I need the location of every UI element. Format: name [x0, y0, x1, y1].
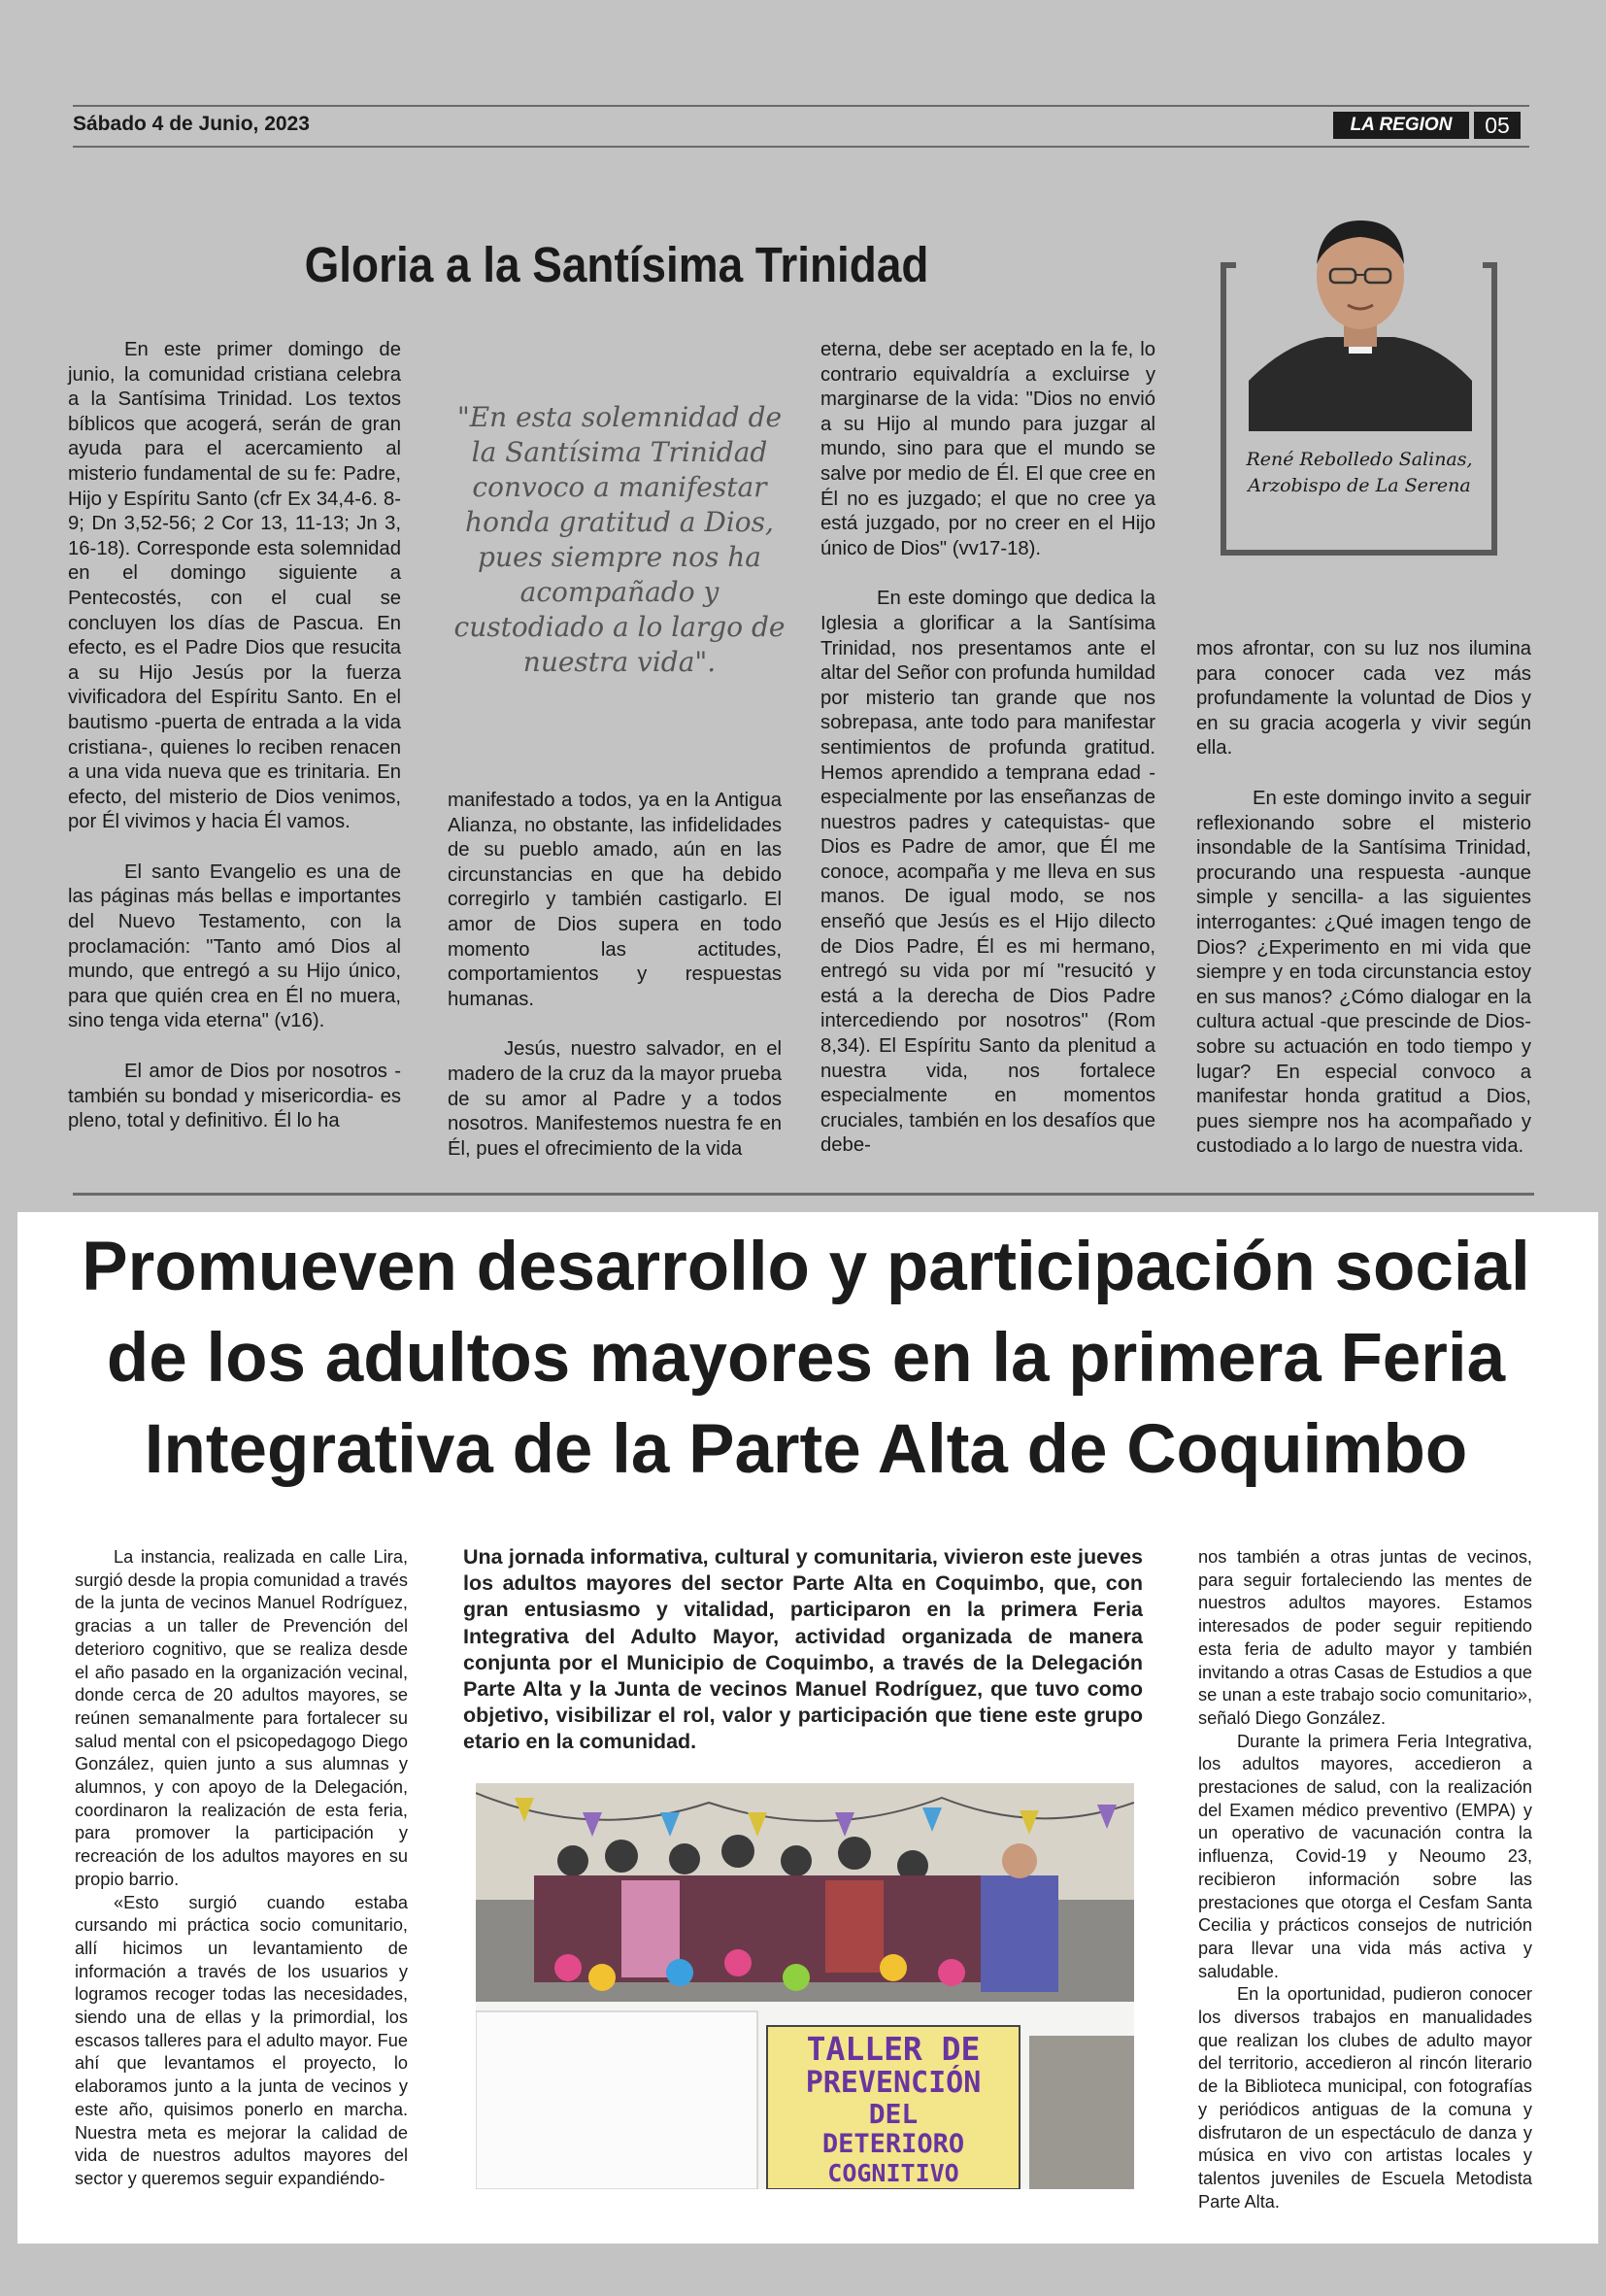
page-number: 05	[1474, 112, 1521, 139]
issue-date: Sábado 4 de Junio, 2023	[73, 113, 310, 135]
paragraph: Jesús, nuestro salvador, en el madero de la cruz da la mayor prueba de su amor al Padre y a todos nosotros. Manifestemos nuestra fe en Él, pues el ofrecimiento de la vida	[448, 1038, 782, 1160]
article1-column-2	[448, 789, 782, 1162]
paragraph: Durante la primera Feria Integrativa, los adultos mayores, accedieron a prestaciones de salud, con la realización del Examen médico preventivo (EMPA) y un operativo de vacunación contra la influenza, Covid-19 y Neoumo 23, recibieron información sobre las prestaciones que otorga el Cesfam Santa Cecilia y prácticos consejos de nutrición para llevar una vida más activa y saludable.	[1198, 1731, 1532, 1981]
paragraph: mos afrontar, con su luz nos ilumina para conocer cada vez más profundamente la voluntad de Dios y en su gracia acogerla y vivir según ella.	[1196, 638, 1531, 760]
article2-column-3	[1198, 1546, 1532, 2213]
paragraph: nos también a otras juntas de vecinos, para seguir fortaleciendo las mentes de nuestros adultos mayores. Estamos interesados de poder seguir repitiendo esta feria de adulto mayor y también invitando a otras Casas de Estudios a que se unan a este trabajo socio comunitario», señaló Diego González.	[1198, 1547, 1532, 1728]
banner-line: DEL	[868, 2098, 919, 2130]
header-rule-top	[73, 105, 1529, 107]
header-rule-bottom	[73, 146, 1529, 148]
paragraph: La instancia, realizada en calle Lira, surgió desde la propia comunidad a través de la junta de vecinos Manuel Rodríguez, gracias a un taller de Prevención del deterioro cognitivo, que se realiza desde el año pasado en la organización vecinal, donde cerca de 20 adultos mayores, se reúnen semanalmente para fortalecer su salud mental con el psicopedagogo Diego González, quien junto a sus alumnas y alumnos, y con apoyo de la Delegación, coordinaron la realización de esta feria, para promover la participación y recreación de los adultos mayores en su propio barrio.	[75, 1547, 408, 1889]
pull-quote: "En esta solemnidad de la Santísima Trinidad convoco a manifestar honda gratitud a Dios, pues siempre nos ha acompañado y custodiado a lo largo de nuestra vida".	[453, 401, 786, 678]
section-divider	[73, 1193, 1534, 1196]
banner-line: TALLER DE	[806, 2030, 981, 2068]
paragraph: En la oportunidad, pudieron conocer los diversos trabajos en manualidades que realizan los clubes de adulto mayor del territorio, accedieron al rincón literario de la Biblioteca municipal, con fotografías y periódicos antiguas de la comuna y disfrutaron de un espectáculo de danza y música en vivo con artistas locales y talentos juveniles de Escuela Metodista Parte Alta.	[1198, 1984, 1532, 2212]
newspaper-brand: LA REGION	[1333, 112, 1469, 139]
paragraph: El santo Evangelio es una de las páginas más bellas e importantes del Nuevo Testamento, con la proclamación: "Tanto amó Dios al mundo, que entregó a su Hijo único, para que quién crea en Él no muera, sino tenga vida eterna" (v16).	[68, 861, 401, 1032]
portrait-caption: René Rebolledo Salinas, Arzobispo de La Serena	[1246, 449, 1473, 496]
article2-headline: Promueven desarrollo y participación social de los adultos mayores en la primera Feria Integrativa de la Parte Alta de Coquimbo	[82, 1229, 1530, 1488]
banner-line: PREVENCIÓN	[805, 2066, 982, 2100]
article2-lead: Una jornada informativa, cultural y comunitaria, vivieron este jueves los adultos mayores del sector Parte Alta en Coquimbo, que, con gran entusiasmo y vitalidad, participaron en la primera Feria Integrativa del Adulto Mayor, actividad organizada de manera conjunta por el Municipio de Coquimbo, a través de la Delegación Parte Alta y la Junta de vecinos Manuel Rodríguez, que tuvo como objetivo, visibilizar el rol, valor y participación que tiene este grupo etario en la comunidad.	[463, 1545, 1143, 1754]
banner-line: COGNITIVO	[827, 2159, 959, 2187]
article1-column-3	[820, 338, 1155, 1159]
paragraph: eterna, debe ser aceptado en la fe, lo contrario equivaldría a excluirse y marginarse de la vida: "Dios no envió a su Hijo al mundo para juzgar al mundo, sino para que el mundo se salve por medio de Él. El que cree en Él no es juzgado; el que no cree ya está juzgado, por no creer en el Hijo único de Dios" (vv17-18).	[820, 339, 1155, 559]
event-photo	[476, 1783, 1134, 2189]
article1-column-1	[68, 338, 401, 1134]
banner-line: DETERIORO	[821, 2129, 965, 2159]
paragraph: El amor de Dios por nosotros -también su bondad y misericordia- es pleno, total y definitivo. Él lo ha	[68, 1061, 401, 1132]
paragraph: En este primer domingo de junio, la comunidad cristiana celebra a la Santísima Trinidad. Los textos bíblicos que acogerá, serán de gran ayuda para el acercamiento al misterio fundamental de su fe: Padre, Hijo y Espíritu Santo (cfr Ex 34,4-6. 8-9; Dn 3,52-56; 2 Cor 13, 11-13; Jn 3, 16-18). Corresponde esta solemnidad en el domingo siguiente a Pentecostés, con el cual se concluyen los días de Pascua. En efecto, es el Padre Dios que resucita a su Hijo Jesús por la fuerza vivificadora del Espíritu Santo. En el bautismo -puerta de entrada a la vida cristiana-, quienes lo reciben renacen a una vida nueva que es trinitaria. En efecto, del misterio de Dios venimos, por Él vivimos y hacia Él vamos.	[68, 339, 401, 833]
paragraph: «Esto surgió cuando estaba cursando mi práctica socio comunitario, allí hicimos un levantamiento de información a través de los usuarios y logramos recoger todas las necesidades, siendo una de ellas y la primordial, los escasos talleres para el adulto mayor. Fue ahí que levantamos el proyecto, lo elaboramos junto a la junta de vecinos y este año, quisimos ponerlo en marcha. Nuestra meta es mejorar la calidad de vida de nuestros adultos mayores del sector y queremos seguir expandiéndo-	[75, 1892, 408, 2188]
article2-column-1	[75, 1546, 408, 2191]
paragraph: En este domingo invito a seguir reflexionando sobre el misterio insondable de la Santísima Trinidad, procurando una respuesta -aunque simple y sencilla- a las siguientes interrogantes: ¿Qué imagen tengo de Dios? ¿Experimento en mi vida que siempre y en toda circunstancia estoy en sus manos? ¿Cómo dialogar en la cultura actual -que prescinde de Dios- sobre su actuación en todo tiempo y lugar? En especial convoco a manifestar honda gratitud a Dios, pues siempre nos ha acompañado y custodiado a lo largo de nuestra vida.	[1196, 787, 1531, 1158]
article1-column-4	[1196, 637, 1531, 1160]
article1-title: Gloria a la Santísima Trinidad	[304, 237, 929, 292]
author-portrait	[1249, 216, 1472, 431]
paragraph: manifestado a todos, ya en la Antigua Alianza, no obstante, las infidelidades de su pueblo amado, aún en las circunstancias en que ha debido corregirlo y también castigarlo. El amor de Dios supera en todo momento las actitudes, comportamientos y respuestas humanas.	[448, 790, 782, 1010]
paragraph: En este domingo que dedica la Iglesia a glorificar a la Santísima Trinidad, nos presentamos ante el altar del Señor con profunda humildad por misterio tan grande que nos sobrepasa, ante todo para manifestar sentimientos de profunda gratitud. Hemos aprendido a temprana edad -especialmente por las enseñanzas de nuestros padres y catequistas- que Dios es Padre de amor, que Él me conoce, acompaña y me lleva en sus manos. De igual modo, se nos enseñó que Jesús es el Hijo dilecto de Dios Padre, Él es mi hermano, entregó su vida por mí "resucitó y está a la derecha de Dios Padre intercediendo por nosotros" (Rom 8,34). El Espíritu Santo da plenitud a nuestra vida, nos fortalece especialmente en momentos cruciales, también en los desafíos que debe-	[820, 588, 1155, 1157]
